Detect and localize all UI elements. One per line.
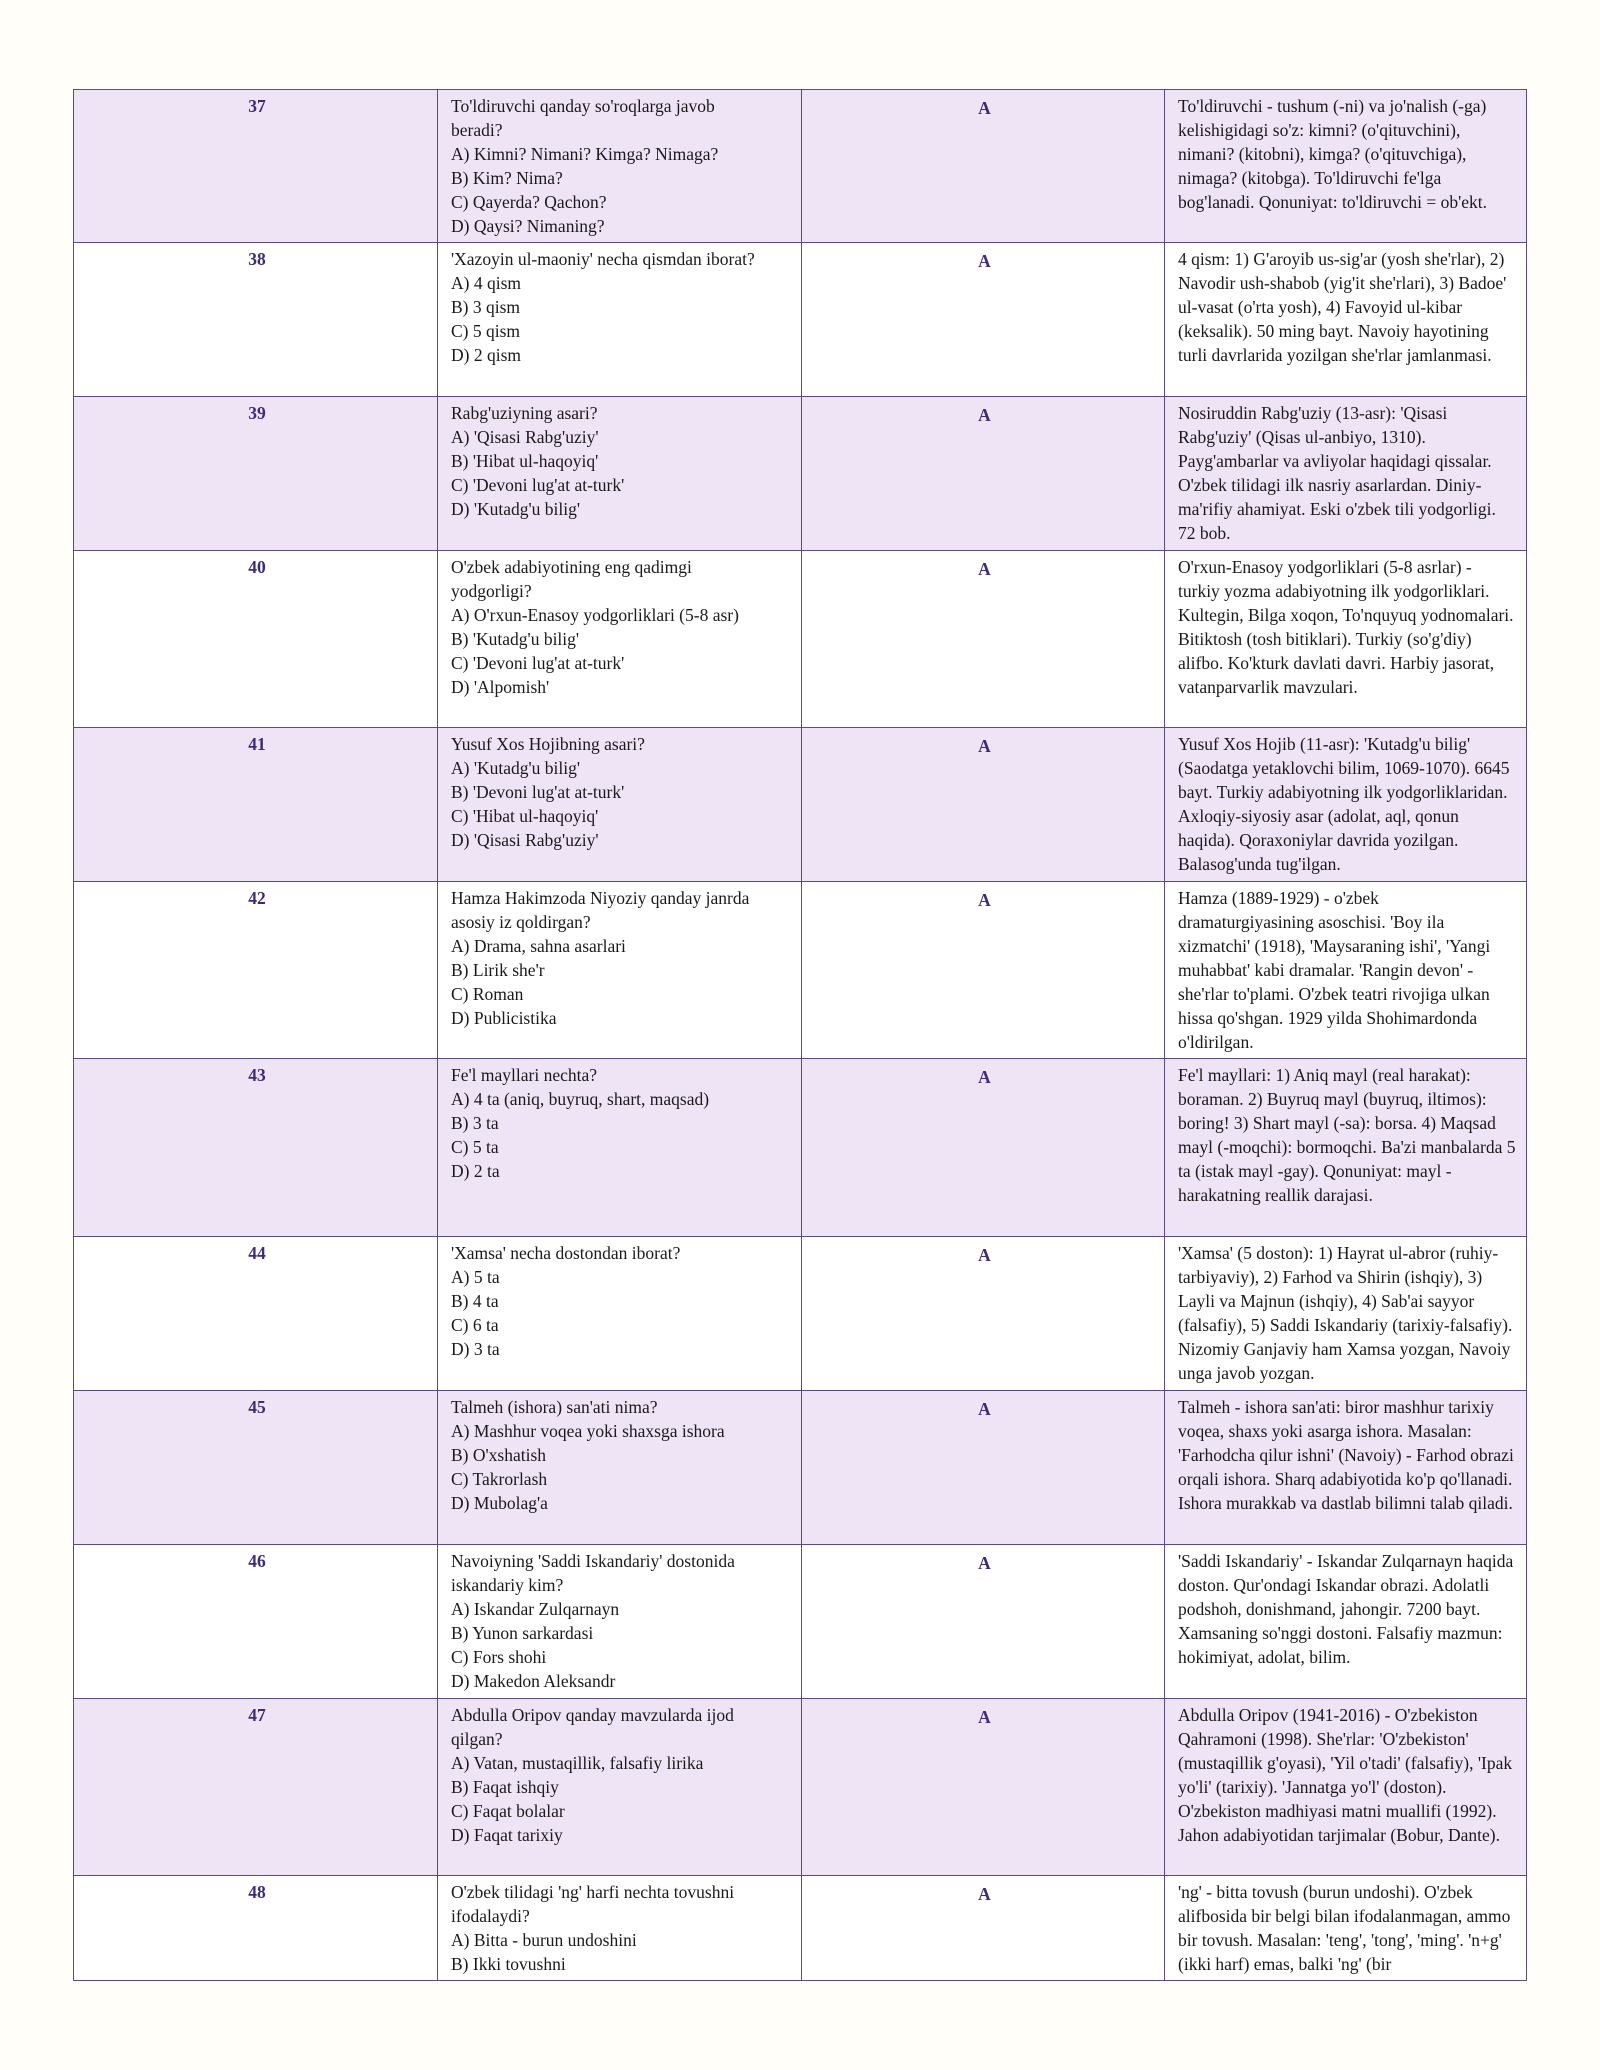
question-line: B) 3 ta — [451, 1113, 499, 1133]
explanation-cell: 'ng' - bitta tovush (burun undoshi). O'zbek alifbosida bir belgi bilan ifodalanmagan, ammo bir tovush. Masalan: 'teng', 'tong', 'ming'. 'n+g' (ikki harf) emas, balki 'ng' (bir — [1165, 1876, 1527, 1981]
question-line: D) Faqat tarixiy — [451, 1825, 563, 1845]
question-line: Yusuf Xos Hojibning asari? — [451, 734, 645, 754]
explanation-cell: Talmeh - ishora san'ati: biror mashhur tarixiy voqea, shaxs yoki asarga ishora. Masalan: 'Farhodcha qilur ishni' (Navoiy) - Farhod obrazi orqali ishora. Sharq adabiyotida ko'p qo'llanadi. Ishora murakkab va dastlab bilimni talab qiladi. — [1165, 1391, 1527, 1545]
question-line: Navoiyning 'Saddi Iskandariy' dostonida — [451, 1551, 735, 1571]
question-line: B) Ikki tovushni — [451, 1954, 566, 1974]
question-line: yodgorligi? — [451, 581, 532, 601]
answer-letter: A — [802, 243, 1165, 397]
question-line: C) 5 ta — [451, 1137, 499, 1157]
question-line: A) 'Qisasi Rabg'uziy' — [451, 427, 599, 447]
question-line: A) 4 qism — [451, 273, 521, 293]
answer-letter: A — [802, 397, 1165, 551]
question-line: ifodalaydi? — [451, 1906, 530, 1926]
question-line: Rabg'uziyning asari? — [451, 403, 598, 423]
question-line: D) Qaysi? Nimaning? — [451, 216, 605, 236]
explanation-cell: Hamza (1889-1929) - o'zbek dramaturgiyasining asoschisi. 'Boy ila xizmatchi' (1918), 'Maysaraning ishi', 'Yangi muhabbat' kabi dramalar. 'Rangin devon' - she'rlar to'plami. O'zbek teatri rivojiga ulkan hissa qo'shgan. 1929 yilda Shohimardonda o'ldirilgan. — [1165, 882, 1527, 1059]
answer-letter: A — [802, 1237, 1165, 1391]
question-number: 42 — [74, 882, 438, 1059]
question-line: C) Faqat bolalar — [451, 1801, 565, 1821]
explanation-cell: O'rxun-Enasoy yodgorliklari (5-8 asrlar) - turkiy yozma adabiyotning ilk yodgorliklari. Kultegin, Bilga xoqon, To'nquyuq yodnomalari. Bitiktosh (tosh bitiklari). Turkiy (so'g'diy) alifbo. Ko'kturk davlati davri. Harbiy jasorat, vatanparvarlik mavzulari. — [1165, 551, 1527, 728]
question-number: 45 — [74, 1391, 438, 1545]
table-row — [74, 243, 1527, 397]
answer-letter: A — [802, 882, 1165, 1059]
question-line: A) 5 ta — [451, 1267, 500, 1287]
question-line: A) Mashhur voqea yoki shaxsga ishora — [451, 1421, 725, 1441]
question-line: D) 'Alpomish' — [451, 677, 550, 697]
question-cell — [438, 243, 802, 397]
question-line: A) Iskandar Zulqarnayn — [451, 1599, 620, 1619]
question-number: 37 — [74, 90, 438, 243]
question-line: Talmeh (ishora) san'ati nima? — [451, 1397, 658, 1417]
question-line: B) 'Devoni lug'at at-turk' — [451, 782, 625, 802]
explanation-cell: 4 qism: 1) G'aroyib us-sig'ar (yosh she'rlar), 2) Navodir ush-shabob (yig'it she'rlari), 3) Badoe' ul-vasat (o'rta yosh), 4) Favoyid ul-kibar (keksalik). 50 ming bayt. Navoiy hayotining turli davrlarida yozilgan she'rlar jamlanmasi. — [1165, 243, 1527, 397]
question-cell — [438, 1699, 802, 1876]
questions-table — [73, 89, 1527, 1981]
answer-letter: A — [802, 1699, 1165, 1876]
question-line: B) Lirik she'r — [451, 960, 545, 980]
answer-letter: A — [802, 1391, 1165, 1545]
question-line: B) Kim? Nima? — [451, 168, 563, 188]
question-line: D) 'Qisasi Rabg'uziy' — [451, 830, 599, 850]
question-line: C) 'Hibat ul-haqoyiq' — [451, 806, 599, 826]
explanation-cell: Nosiruddin Rabg'uziy (13-asr): 'Qisasi Rabg'uziy' (Qisas ul-anbiyo, 1310). Payg'ambarlar va avliyolar haqidagi qissalar. O'zbek tilidagi ilk nasriy asarlardan. Diniy-ma'rifiy ahamiyat. Eski o'zbek tili yodgorligi. 72 bob. — [1165, 397, 1527, 551]
table-row — [74, 1059, 1527, 1237]
question-cell — [438, 397, 802, 551]
question-line: C) Qayerda? Qachon? — [451, 192, 607, 212]
question-number: 47 — [74, 1699, 438, 1876]
explanation-cell: 'Saddi Iskandariy' - Iskandar Zulqarnayn haqida doston. Qur'ondagi Iskandar obrazi. Adolatli podshoh, donishmand, jahongir. 7200 bayt. Xamsaning so'nggi dostoni. Falsafiy mazmun: hokimiyat, adolat, bilim. — [1165, 1545, 1527, 1699]
question-line: A) Vatan, mustaqillik, falsafiy lirika — [451, 1753, 704, 1773]
question-line: A) 4 ta (aniq, buyruq, shart, maqsad) — [451, 1089, 710, 1109]
question-line: D) Mubolag'a — [451, 1493, 548, 1513]
question-line: C) Roman — [451, 984, 524, 1004]
question-line: C) 'Devoni lug'at at-turk' — [451, 653, 625, 673]
question-line: 'Xamsa' necha dostondan iborat? — [451, 1243, 681, 1263]
question-cell — [438, 90, 802, 243]
question-line: qilgan? — [451, 1729, 503, 1749]
question-line: B) 3 qism — [451, 297, 521, 317]
question-line: C) 'Devoni lug'at at-turk' — [451, 475, 625, 495]
question-line: B) 'Kutadg'u bilig' — [451, 629, 580, 649]
question-cell — [438, 1059, 802, 1237]
question-line: B) 4 ta — [451, 1291, 499, 1311]
question-line: C) 5 qism — [451, 321, 521, 341]
question-cell — [438, 1391, 802, 1545]
table-row — [74, 1699, 1527, 1876]
question-cell — [438, 1237, 802, 1391]
question-number: 44 — [74, 1237, 438, 1391]
question-line: D) Makedon Aleksandr — [451, 1671, 616, 1691]
question-number: 48 — [74, 1876, 438, 1981]
table-row — [74, 1876, 1527, 1981]
question-line: B) Faqat ishqiy — [451, 1777, 559, 1797]
table-row — [74, 397, 1527, 551]
question-number: 46 — [74, 1545, 438, 1699]
question-line: A) Bitta - burun undoshini — [451, 1930, 637, 1950]
question-line: B) O'xshatish — [451, 1445, 547, 1465]
question-line: iskandariy kim? — [451, 1575, 564, 1595]
explanation-cell: Yusuf Xos Hojib (11-asr): 'Kutadg'u bilig' (Saodatga yetaklovchi bilim, 1069-1070). 6645 bayt. Turkiy adabiyotning ilk yodgorliklaridan. Axloqiy-siyosiy asar (adolat, aql, qonun haqida). Qoraxoniylar davrida yozilgan. Balasog'unda tug'ilgan. — [1165, 728, 1527, 882]
question-cell — [438, 551, 802, 728]
answer-letter: A — [802, 90, 1165, 243]
answer-letter: A — [802, 1059, 1165, 1237]
explanation-cell: Fe'l mayllari: 1) Aniq mayl (real harakat): boraman. 2) Buyruq mayl (buyruq, iltimos): boring! 3) Shart mayl (-sa): borsa. 4) Maqsad mayl (-moqchi): bormoqchi. Ba'zi manbalarda 5 ta (istak mayl -gay). Qonuniyat: mayl - harakatning reallik darajasi. — [1165, 1059, 1527, 1237]
question-line: C) Fors shohi — [451, 1647, 547, 1667]
table-row — [74, 90, 1527, 243]
question-cell — [438, 1876, 802, 1981]
question-line: O'zbek tilidagi 'ng' harfi nechta tovushni — [451, 1882, 735, 1902]
explanation-cell: To'ldiruvchi - tushum (-ni) va jo'nalish (-ga) kelishigidagi so'z: kimni? (o'qituvchini), nimani? (kitobni), kimga? (o'qituvchiga), nimaga? (kitobga). To'ldiruvchi fe'lga bog'lanadi. Qonuniyat: to'ldiruvchi = ob'ekt. — [1165, 90, 1527, 243]
question-cell — [438, 728, 802, 882]
question-number: 39 — [74, 397, 438, 551]
question-line: D) 2 ta — [451, 1161, 500, 1181]
explanation-cell: 'Xamsa' (5 doston): 1) Hayrat ul-abror (ruhiy-tarbiyaviy), 2) Farhod va Shirin (ishqiy), 3) Layli va Majnun (ishqiy), 4) Sab'ai sayyor (falsafiy), 5) Saddi Iskandariy (tarixiy-falsafiy). Nizomiy Ganjaviy ham Xamsa yozgan, Navoiy unga javob yozgan. — [1165, 1237, 1527, 1391]
question-line: beradi? — [451, 120, 503, 140]
question-line: To'ldiruvchi qanday so'roqlarga javob — [451, 96, 715, 116]
answer-letter: A — [802, 1545, 1165, 1699]
question-line: A) Kimni? Nimani? Kimga? Nimaga? — [451, 144, 719, 164]
question-line: B) 'Hibat ul-haqoyiq' — [451, 451, 599, 471]
table-row — [74, 728, 1527, 882]
question-line: Hamza Hakimzoda Niyoziy qanday janrda — [451, 888, 750, 908]
table-row — [74, 551, 1527, 728]
question-line: O'zbek adabiyotining eng qadimgi — [451, 557, 692, 577]
question-line: 'Xazoyin ul-maoniy' necha qismdan iborat? — [451, 249, 755, 269]
answer-letter: A — [802, 551, 1165, 728]
question-line: Fe'l mayllari nechta? — [451, 1065, 598, 1085]
question-line: D) 3 ta — [451, 1339, 500, 1359]
question-line: D) 'Kutadg'u bilig' — [451, 499, 581, 519]
question-line: D) 2 qism — [451, 345, 521, 365]
answer-letter: A — [802, 728, 1165, 882]
question-line: B) Yunon sarkardasi — [451, 1623, 594, 1643]
question-number: 38 — [74, 243, 438, 397]
question-line: D) Publicistika — [451, 1008, 557, 1028]
table-row — [74, 1545, 1527, 1699]
question-number: 41 — [74, 728, 438, 882]
question-number: 40 — [74, 551, 438, 728]
question-line: Abdulla Oripov qanday mavzularda ijod — [451, 1705, 734, 1725]
question-number: 43 — [74, 1059, 438, 1237]
question-line: A) O'rxun-Enasoy yodgorliklari (5-8 asr) — [451, 605, 739, 625]
question-line: A) 'Kutadg'u bilig' — [451, 758, 581, 778]
question-line: A) Drama, sahna asarlari — [451, 936, 626, 956]
question-line: C) 6 ta — [451, 1315, 499, 1335]
question-line: asosiy iz qoldirgan? — [451, 912, 591, 932]
question-cell — [438, 1545, 802, 1699]
table-row — [74, 1391, 1527, 1545]
question-cell — [438, 882, 802, 1059]
explanation-cell: Abdulla Oripov (1941-2016) - O'zbekiston Qahramoni (1998). She'rlar: 'O'zbekiston' (mustaqillik g'oyasi), 'Yil o'tadi' (falsafiy), 'Ipak yo'li' (tarixiy). 'Jannatga yo'l' (doston). O'zbekiston madhiyasi matni muallifi (1992). Jahon adabiyotidan tarjimalar (Bobur, Dante). — [1165, 1699, 1527, 1876]
table-row — [74, 1237, 1527, 1391]
question-line: C) Takrorlash — [451, 1469, 548, 1489]
table-row — [74, 882, 1527, 1059]
answer-letter: A — [802, 1876, 1165, 1981]
